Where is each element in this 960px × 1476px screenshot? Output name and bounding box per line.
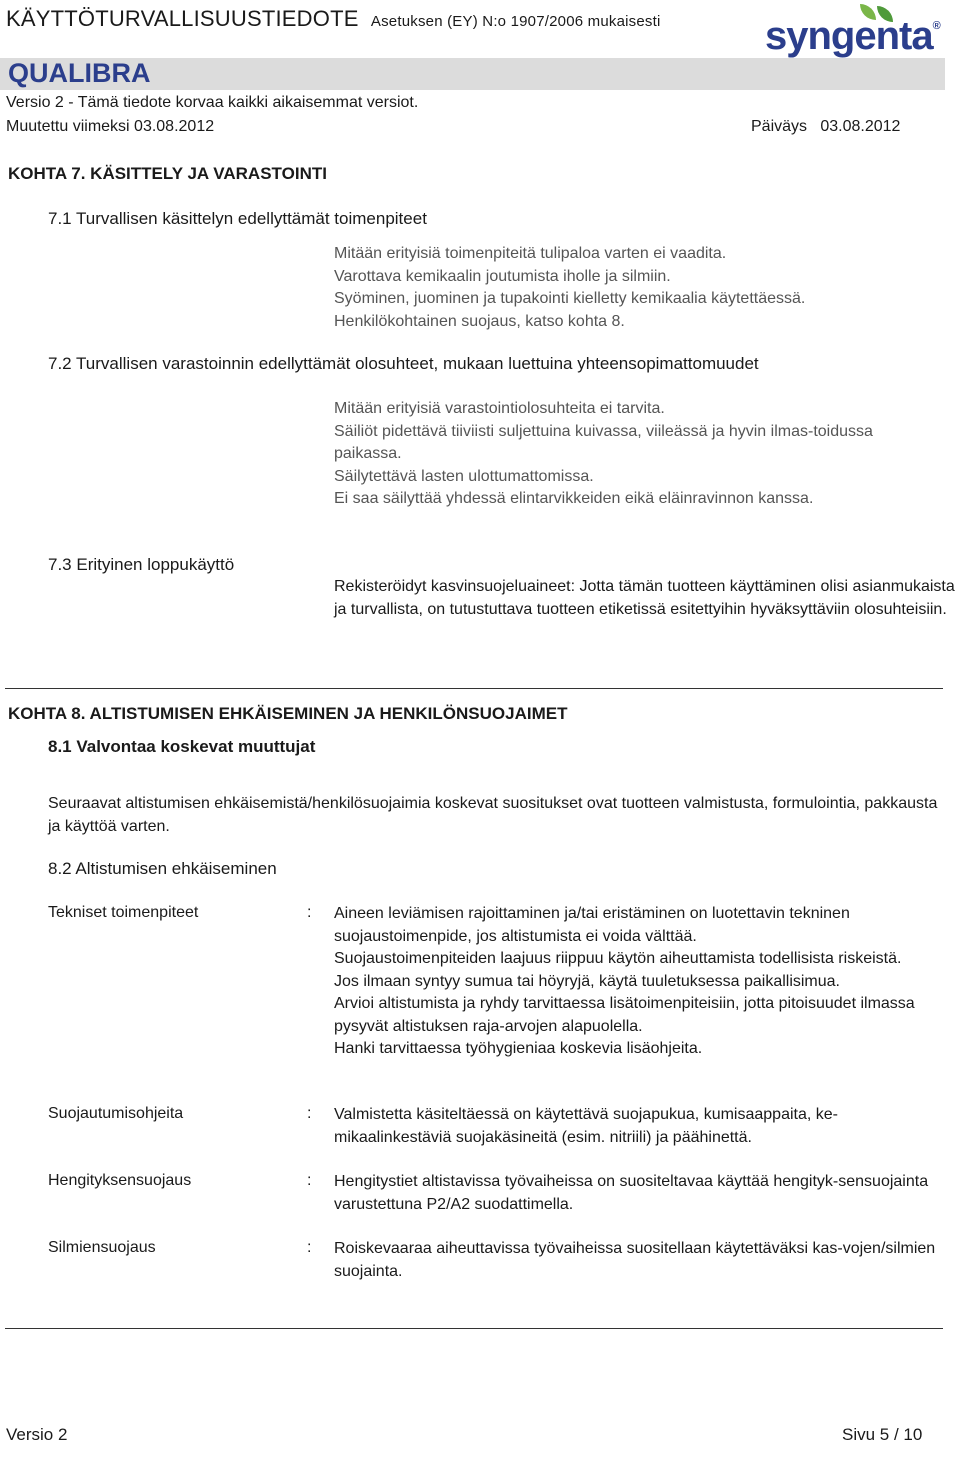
text-line: Varottava kemikaalin joutumista iholle ja silmiin. [334, 267, 671, 285]
syngenta-logo [765, 4, 945, 60]
row-colon: : [307, 904, 312, 921]
row-colon: : [307, 1105, 312, 1122]
section-divider [5, 688, 943, 689]
text-paragraph: Seuraavat altistumisen ehkäisemistä/henkilösuojaimia koskevat suositukset ovat tuotteen valmistusta, formulointia, pakkausta ja käyttöä varten. [48, 795, 938, 835]
version-line: Versio 2 - Tämä tiedote korvaa kaikki aikaisemmat versiot. [6, 94, 419, 111]
logo-text: syngenta [765, 14, 933, 58]
row-colon: : [307, 1239, 312, 1256]
section-7-heading: KOHTA 7. KÄSITTELY JA VARASTOINTI [8, 164, 327, 183]
row-label-technical: Tekniset toimenpiteet [48, 904, 199, 921]
text-line: Hanki tarvittaessa työhygieniaa koskevia lisäohjeita. [334, 1040, 703, 1057]
section-7-2-heading: 7.2 Turvallisen varastoinnin edellyttämät olosuhteet, mukaan luettuina yhteensopimattomuudet [48, 354, 759, 373]
row-value-protection [334, 1104, 946, 1149]
text-line: Mitään erityisiä toimenpiteitä tulipaloa varten ei vaadita. [334, 245, 727, 262]
document-title [6, 6, 661, 32]
text-line: Mitään erityisiä varastointiolosuhteita ei tarvita. [334, 400, 665, 417]
row-value-technical [334, 903, 960, 1061]
text-line: Valmistetta käsiteltäessä on käytettävä suojapukua, kumisaappaita, ke-mikaalinkestäviä suojakäsineitä (esim. nitriili) ja päähinettä. [334, 1106, 838, 1146]
text-line: Syöminen, juominen ja tupakointi kielletty kemikaalia käytettäessä. [334, 290, 806, 307]
logo-wordmark [765, 14, 940, 59]
text-line: Säiliöt pidettävä tiiviisti suljettuina kuivassa, viileässä ja hyvin ilmas-toidussa paikassa. [334, 422, 873, 462]
row-value-eye [334, 1238, 946, 1283]
registered-mark: ® [932, 20, 940, 32]
text-line: Jos ilmaan syntyy sumua tai höyryjä, käytä tuuletuksessa paikallisimua. [334, 972, 840, 990]
issue-date [751, 118, 900, 136]
product-name: QUALIBRA [8, 58, 151, 88]
row-label-protection: Suojautumisohjeita [48, 1105, 184, 1122]
text-paragraph: Rekisteröidyt kasvinsuojeluaineet: Jotta tämän tuotteen käyttäminen olisi asianmukaista ja turvallista, on tutustuttava tuotteen etiketissä esitettyihin hyväksyttäviin olosuhteisiin. [334, 578, 955, 618]
text-line: Aineen leviämisen rajoittaminen ja/tai eristäminen on luotettavin tekninen suojaustoimenpide, jos altistumista ei voida välttää. [334, 905, 850, 945]
text-line: Ei saa säilyttää yhdessä elintarvikkeiden eikä eläinravinnon kanssa. [334, 490, 814, 507]
row-label-respiratory: Hengityksensuojaus [48, 1172, 192, 1189]
text-line: Henkilökohtainen suojaus, katso kohta 8. [334, 312, 625, 330]
text-line: Roiskevaaraa aiheuttavissa työvaiheissa suositellaan käytettäväksi kas-vojen/silmien suojainta. [334, 1240, 936, 1280]
section-7-1-heading: 7.1 Turvallisen käsittelyn edellyttämät toimenpiteet [48, 209, 427, 228]
row-label-eye: Silmiensuojaus [48, 1239, 156, 1256]
issue-date-value: 03.08.2012 [820, 118, 901, 135]
section-7-1-text [334, 243, 954, 333]
row-colon: : [307, 1172, 312, 1189]
section-8-1-text [48, 792, 948, 838]
footer-page-number: Sivu 5 / 10 [842, 1425, 923, 1444]
issue-date-label: Päiväys [751, 118, 808, 135]
footer-version: Versio 2 [6, 1425, 68, 1444]
section-7-3-heading: 7.3 Erityinen loppukäyttö [48, 555, 235, 574]
document-subtitle: Asetuksen (EY) N:o 1907/2006 mukaisesti [370, 13, 661, 30]
document-title-main: KÄYTTÖTURVALLISUUSTIEDOTE [6, 6, 359, 31]
text-line: Säilytettävä lasten ulottumattomissa. [334, 467, 594, 485]
text-line: Suojaustoimenpiteiden laajuus riippuu käytön aiheuttamista todellisista riskeistä. [334, 950, 902, 967]
text-line: Hengitystiet altistavissa työvaiheissa on suositeltavaa käyttää hengityk-sensuojainta varustettuna P2/A2 suodattimella. [334, 1173, 929, 1213]
section-divider [5, 1328, 943, 1329]
text-line: Arvioi altistumista ja ryhdy tarvittaessa lisätoimenpiteisiin, jotta pitoisuudet ilmassa pysyvät altistuksen raja-arvojen alapuolella. [334, 995, 915, 1035]
row-value-respiratory [334, 1171, 946, 1216]
section-8-1-heading: 8.1 Valvontaa koskevat muuttujat [48, 737, 316, 756]
section-7-2-text [334, 398, 934, 511]
section-8-heading: KOHTA 8. ALTISTUMISEN EHKÄISEMINEN JA HENKILÖNSUOJAIMET [8, 704, 568, 723]
section-7-3-text [334, 576, 960, 621]
section-8-2-heading: 8.2 Altistumisen ehkäiseminen [48, 859, 277, 878]
modified-date: Muutettu viimeksi 03.08.2012 [6, 118, 215, 135]
